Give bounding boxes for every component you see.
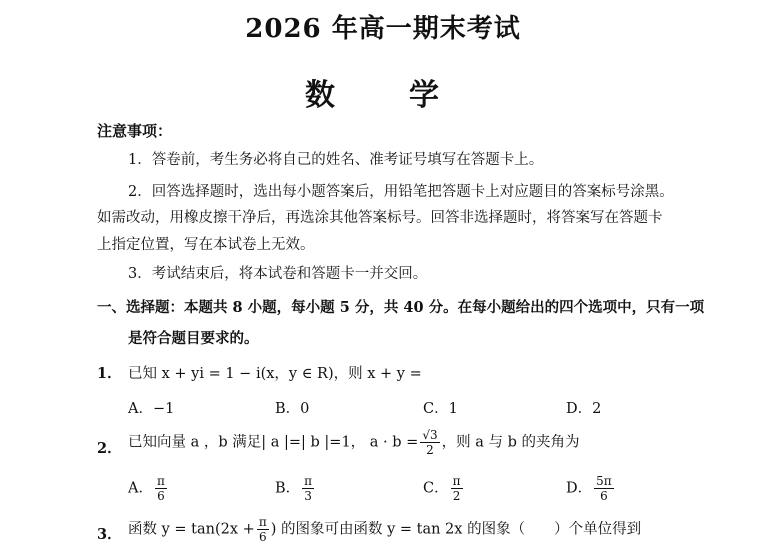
question-2-option-a-label: A． <box>128 480 153 497</box>
question-2-option-b-denominator: 3 <box>304 489 312 503</box>
question-2-option-a <box>128 474 169 503</box>
question-3-fraction-denominator: 6 <box>258 530 267 544</box>
subject-title: 数 学 <box>305 78 461 113</box>
question-2-option-a-fraction <box>155 474 167 503</box>
question-2-option-c-fraction <box>451 474 463 503</box>
question-1-option-c: C．1 <box>423 401 458 417</box>
question-1-option-d: D．2 <box>566 401 602 417</box>
question-2-option-c-denominator: 2 <box>452 489 461 503</box>
question-2-option-c-label: C． <box>423 480 449 497</box>
question-2-option-d-numerator: 5π <box>596 474 612 488</box>
question-2-option-d-label: D． <box>566 480 593 497</box>
question-2-option-b-fraction <box>302 474 314 503</box>
question-3-stem-part-b: ) 的图象可由函数 y = tan 2x 的图象（ ）个单位得到 <box>270 521 642 538</box>
question-2-stem <box>128 428 579 457</box>
notice-item-3: 3．考试结束后，将本试卷和答题卡一并交回。 <box>128 266 428 282</box>
question-2-option-d-fraction <box>594 474 614 503</box>
notice-item-1: 1．答卷前，考生务必将自己的姓名、准考证号填写在答题卡上。 <box>128 152 544 168</box>
section-1-instruction-line-2: 是符合题目要求的。 <box>128 330 259 347</box>
question-2-fraction-numerator: √3 <box>422 428 438 442</box>
question-1-number: 1． <box>97 365 122 382</box>
question-2-stem-part-a: 已知向量 a ，b 满足| a |=| b |=1， a · b = <box>128 434 419 451</box>
question-2-option-b <box>275 474 316 503</box>
question-2-option-c <box>423 474 465 503</box>
notice-heading: 注意事项： <box>97 122 173 140</box>
question-2-option-b-label: B． <box>275 480 301 497</box>
question-2-option-a-numerator: π <box>156 474 165 488</box>
section-1-instruction-line-1: 一、选择题：本题共 8 小题，每小题 5 分，共 40 分。在每小题给出的四个选项中，只有一项 <box>97 299 705 316</box>
question-3-stem-part-a: 函数 y = tan(2x + <box>128 521 255 538</box>
question-2-stem-part-b: ，则 a 与 b 的夹角为 <box>441 434 580 451</box>
notice-item-2-line-3: 上指定位置，写在本试卷上无效。 <box>97 237 315 253</box>
notice-item-2-line-2: 如需改动，用橡皮擦干净后，再选涂其他答案标号。回答非选择题时，将答案写在答题卡 <box>97 210 663 226</box>
question-2-option-b-numerator: π <box>304 474 313 488</box>
question-2-option-c-numerator: π <box>452 474 461 488</box>
question-3-number: 3． <box>97 526 122 543</box>
exam-title: 2026 年高一期末考试 <box>245 14 521 44</box>
question-2-fraction <box>420 428 439 457</box>
question-3-fraction-numerator: π <box>258 515 267 529</box>
question-1-stem: 已知 x + yi = 1 − i(x，y ∈ R)，则 x + y = <box>128 366 422 382</box>
notice-item-2-line-1: 2．回答选择题时，选出每小题答案后，用铅笔把答题卡上对应题目的答案标号涂黑。 <box>128 184 674 200</box>
question-2-number: 2． <box>97 440 122 457</box>
question-2-option-a-denominator: 6 <box>157 489 165 503</box>
question-1-option-a: A．−1 <box>128 401 175 417</box>
question-3-fraction <box>257 515 269 544</box>
question-2-option-d <box>566 474 616 503</box>
question-2-fraction-denominator: 2 <box>426 443 434 457</box>
question-3-stem <box>128 515 641 544</box>
question-1-option-b: B．0 <box>275 401 310 417</box>
question-2-option-d-denominator: 6 <box>600 489 608 503</box>
